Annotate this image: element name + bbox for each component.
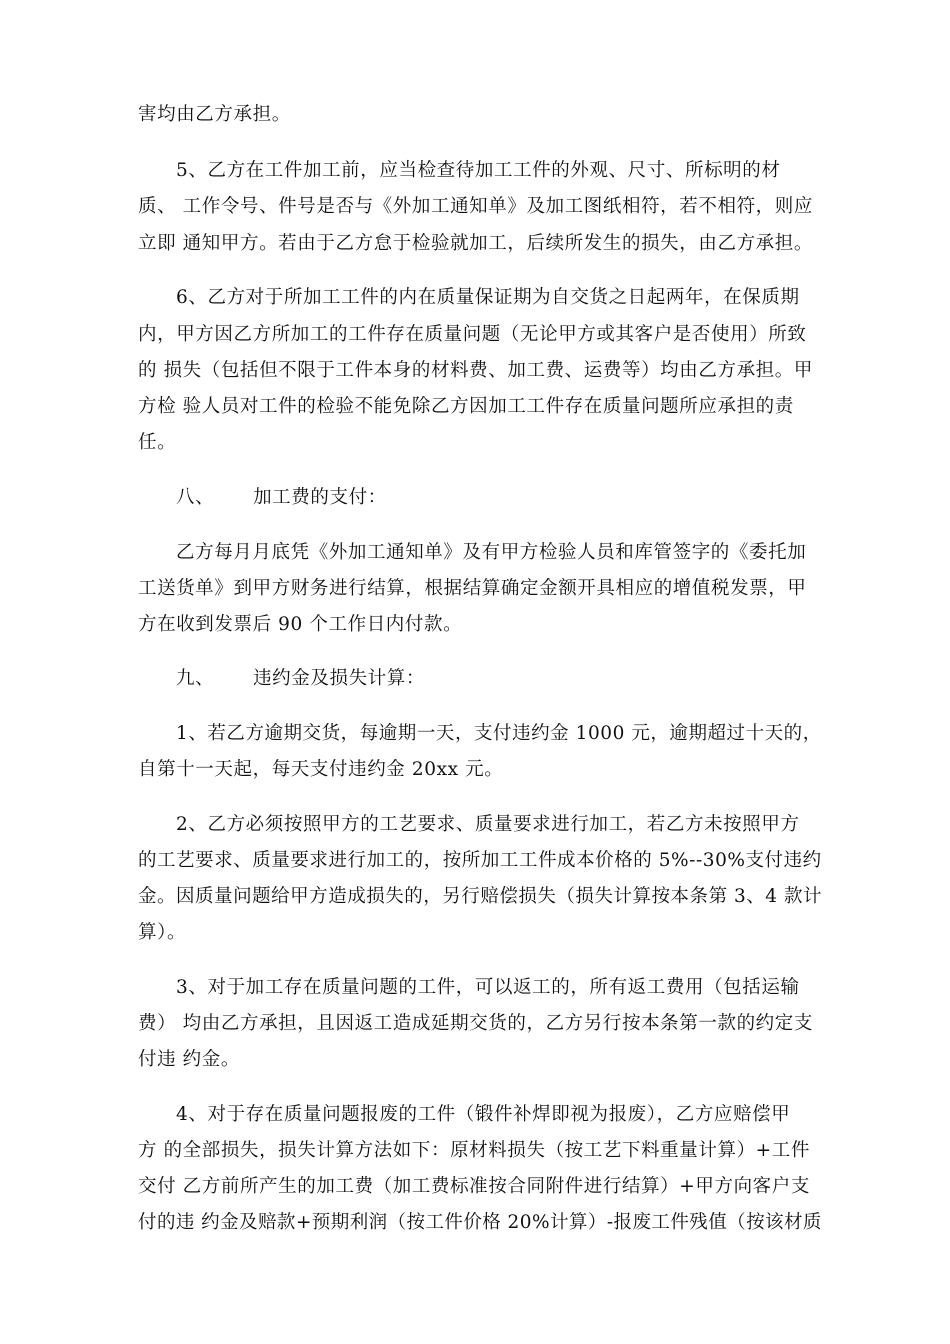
paragraph-5-line-2: 质、 工作令号、件号是否与《外加工通知单》及加工图纸相符，若不相符，则应 — [138, 196, 813, 217]
paragraph-5-line-1: 5、乙方在工件加工前，应当检查待加工工件的外观、尺寸、所标明的材 — [176, 160, 781, 181]
clause-2-line-1: 2、乙方必须按照甲方的工艺要求、质量要求进行加工，若乙方未按照甲方 — [176, 814, 800, 835]
paragraph-6-line-5: 任。 — [138, 432, 177, 453]
paragraph-6-line-1: 6、乙方对于所加工工件的内在质量保证期为自交货之日起两年，在保质期 — [176, 287, 800, 308]
clause-4-line-1: 4、对于存在质量问题报废的工件（锻件补焊即视为报废），乙方应赔偿甲 — [176, 1104, 791, 1125]
clause-2-line-2: 的工艺要求、质量要求进行加工的，按所加工工件成本价格的 5%--30%支付违约 — [138, 850, 822, 871]
clause-1-line-1: 1、若乙方逾期交货，每逾期一天，支付违约金 1000 元，逾期超过十天的， — [176, 723, 822, 744]
clause-3-line-2: 费） 均由乙方承担，且因返工造成延期交货的，乙方另行按本条第一款的约定支 — [138, 1013, 813, 1034]
clause-4-line-4: 付的违 约金及赔款+预期利润（按工件价格 20%计算）-报废工件残值（按该材质 — [138, 1212, 822, 1233]
clause-3-line-1: 3、对于加工存在质量问题的工件，可以返工的，所有返工费用（包括运输 — [176, 977, 800, 998]
paragraph-6-line-4: 方检 验人员对工件的检验不能免除乙方因加工工件存在质量问题所应承担的责 — [138, 396, 794, 417]
paragraph-6-line-3: 的 损失（包括但不限于工件本身的材料费、加工费、运费等）均由乙方承担。甲 — [138, 360, 813, 381]
clause-4-line-2: 方 的全部损失，损失计算方法如下：原材料损失（按工艺下料重量计算）+工件 — [138, 1140, 810, 1161]
paragraph-5-line-3: 立即 通知甲方。若由于乙方怠于检验就加工，后续所发生的损失，由乙方承担。 — [138, 233, 813, 254]
payment-paragraph-line-3: 方在收到发票后 90 个工作日内付款。 — [138, 614, 463, 635]
clause-3-line-3: 付违 约金。 — [138, 1049, 240, 1070]
clause-1-line-2: 自第十一天起，每天支付违约金 20xx 元。 — [138, 759, 504, 780]
clause-4-line-3: 交付 乙方前所产生的加工费（加工费标准按合同附件进行结算）+甲方向客户支 — [138, 1176, 810, 1197]
clause-2-line-4: 算）。 — [138, 922, 187, 943]
payment-paragraph-line-1: 乙方每月月底凭《外加工通知单》及有甲方检验人员和库管签字的《委托加 — [176, 542, 807, 563]
payment-paragraph-line-2: 工送货单》到甲方财务进行结算，根据结算确定金额开具相应的增值税发票，甲 — [138, 578, 807, 599]
section-heading-8: 八、 加工费的支付： — [176, 487, 387, 508]
section-heading-9: 九、 违约金及损失计算： — [176, 668, 425, 689]
paragraph-6-line-2: 内，甲方因乙方所加工的工件存在质量问题（无论甲方或其客户是否使用）所致 — [138, 324, 807, 345]
text-line: 害均由乙方承担。 — [138, 104, 291, 125]
clause-2-line-3: 金。因质量问题给甲方造成损失的，另行赔偿损失（损失计算按本条第 3、4 款计 — [138, 886, 823, 907]
